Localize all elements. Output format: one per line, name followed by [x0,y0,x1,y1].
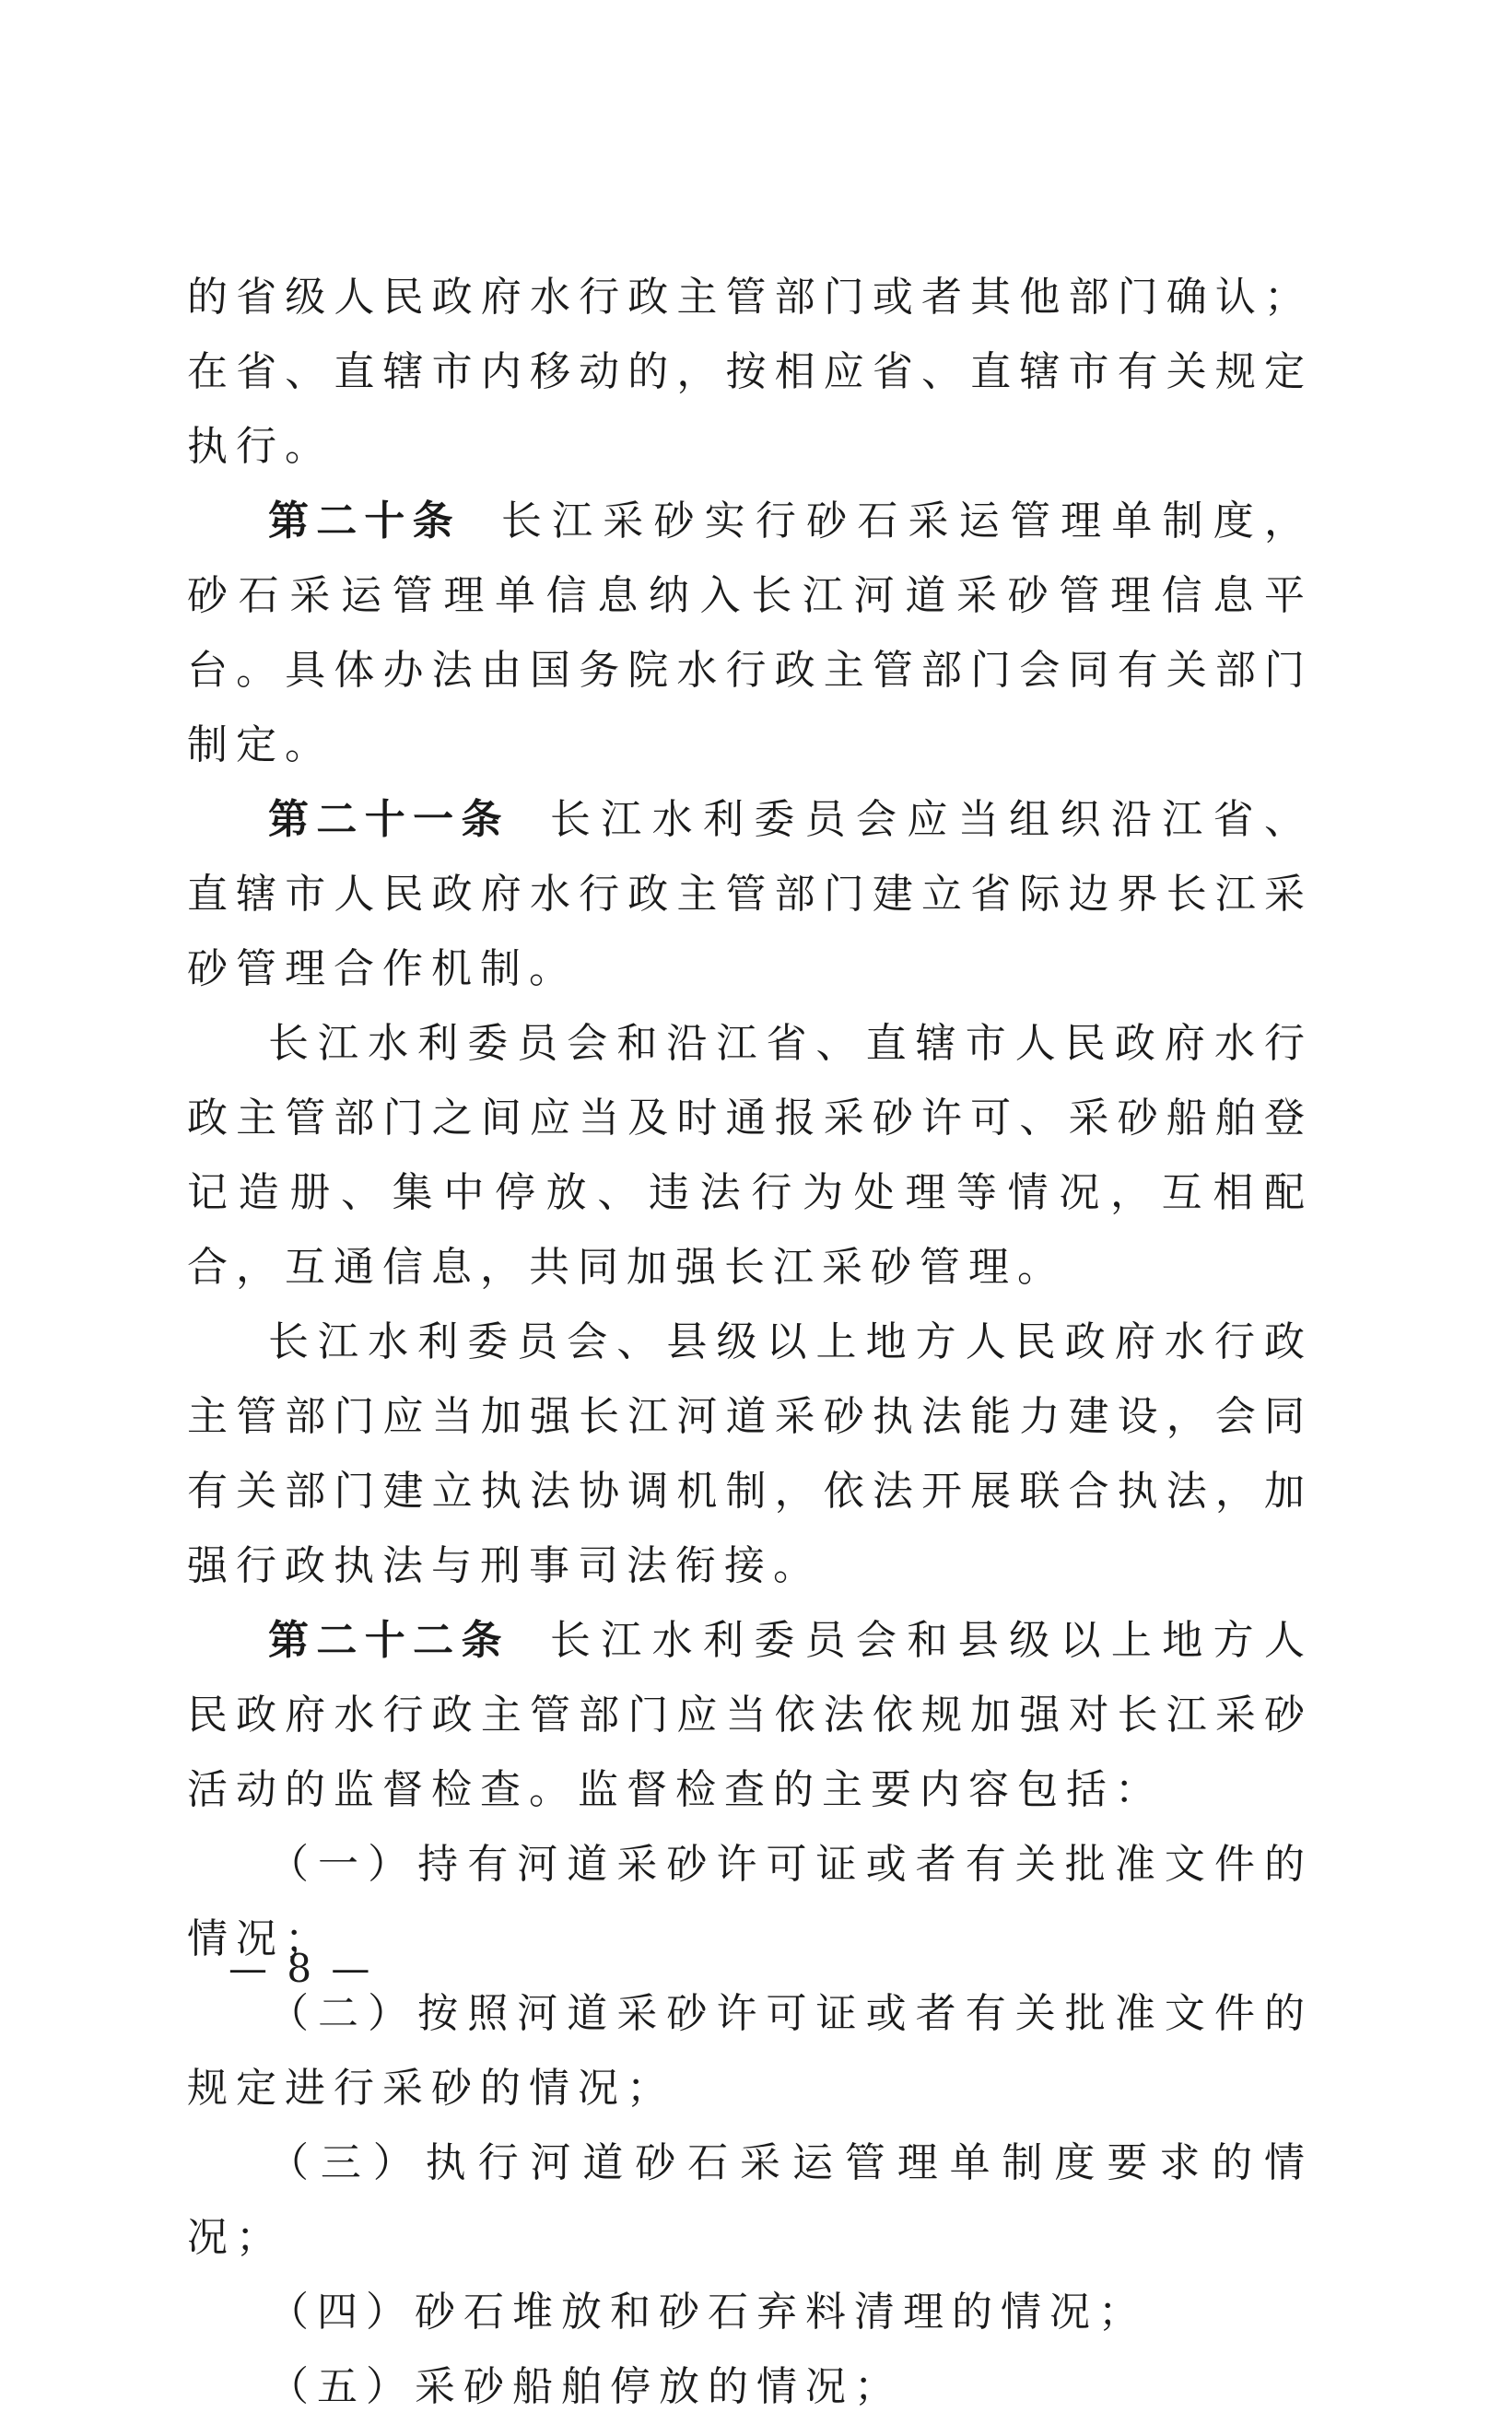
paragraph-text: 长江采砂实行砂石采运管理单制度，砂石采运管理单信息纳入长江河道采砂管理信息平台。具体办法由国务院水行政主管部门会同有关部门制定。 [187,498,1314,768]
paragraph-text: 长江水利委员会、县级以上地方人民政府水行政主管部门应当加强长江河道采砂执法能力建设，会同有关部门建立执法协调机制，依法开展联合执法，加强行政执法与刑事司法衔接。 [187,1318,1313,1589]
list-item-3 [187,2125,1313,2275]
article-number: 第二十一条 [268,796,510,843]
document-body [187,260,1313,2424]
list-item-text: （五）采砂船舶停放的情况； [268,2363,903,2410]
list-item-2 [187,1976,1313,2125]
article-20 [187,484,1313,782]
list-item-5 [187,2349,1313,2424]
article-21-paragraph-3 [187,1305,1313,1603]
list-item-4 [187,2275,1313,2349]
article-21-paragraph-2 [187,1006,1313,1305]
article-22 [187,1603,1313,1827]
paragraph-text: 的省级人民政府水行政主管部门或者其他部门确认；在省、直辖市内移动的，按相应省、直辖市有关规定执行。 [187,274,1313,470]
list-item-text: （二）按照河道采砂许可证或者有关批准文件的规定进行采砂的情况； [187,1990,1313,2112]
list-item-text: （三）执行河道砂石采运管理单制度要求的情况； [187,2139,1313,2261]
list-item-text: （一）持有河道采砂许可证或者有关批准文件的情况； [187,1841,1313,1962]
page-number: — 8 — [229,1946,374,1991]
article-21 [187,782,1313,1006]
paragraph-text: 长江水利委员会应当组织沿江省、直辖市人民政府水行政主管部门建立省际边界长江采砂管理合作机制。 [187,796,1314,992]
list-item-text: （四）砂石堆放和砂石弃料清理的情况； [268,2289,1147,2336]
paragraph-text: 长江水利委员会和沿江省、直辖市人民政府水行政主管部门之间应当及时通报采砂许可、采砂船舶登记造册、集中停放、违法行为处理等情况，互相配合，互通信息，共同加强长江采砂管理。 [187,1020,1313,1291]
article-number: 第二十条 [268,498,461,545]
article-number: 第二十二条 [268,1617,510,1664]
paragraph-continuation [187,260,1313,484]
paragraph-text: 长江水利委员会和县级以上地方人民政府水行政主管部门应当依法依规加强对长江采砂活动的监督检查。监督检查的主要内容包括： [187,1617,1314,1813]
